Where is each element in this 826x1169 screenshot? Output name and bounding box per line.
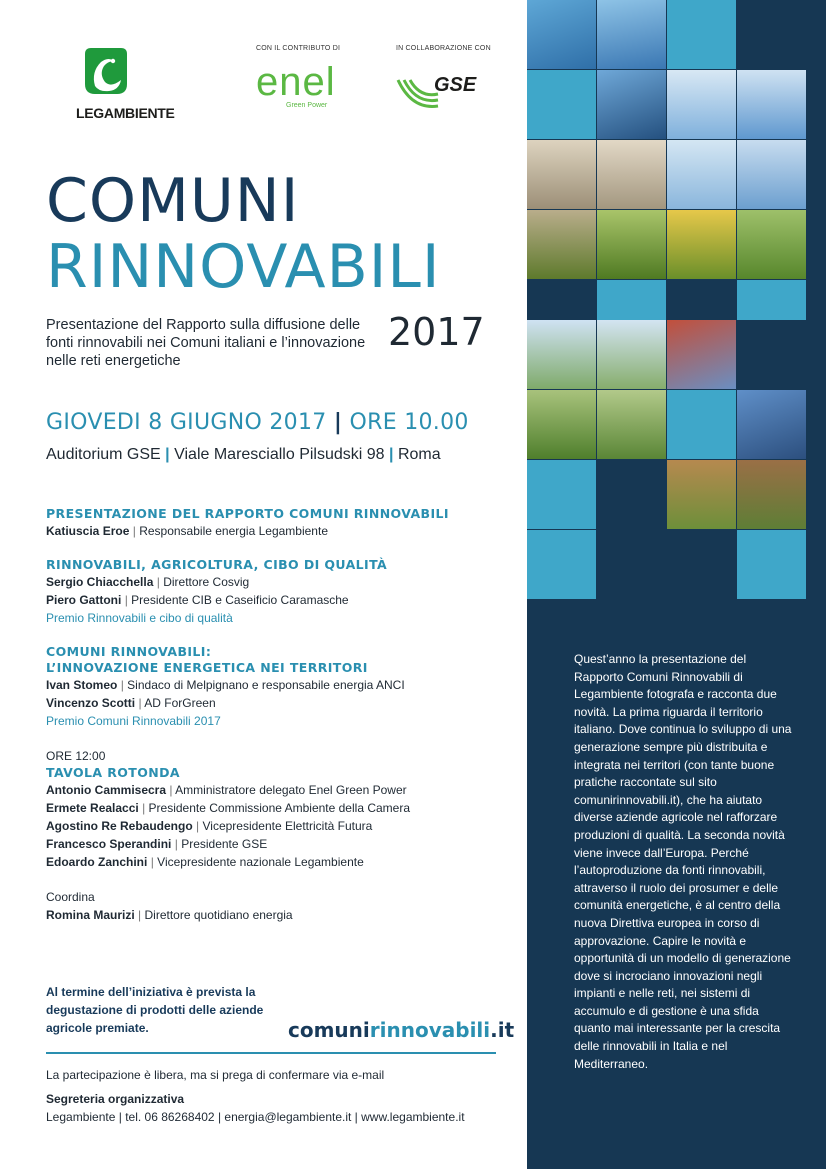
speaker-role: Presidente Commissione Ambiente della Camera <box>148 801 411 815</box>
photo-tile-wind <box>597 320 666 389</box>
photo-tile-flowers <box>667 210 736 279</box>
photo-tile-sheep <box>597 140 666 209</box>
site-part: rinnovabili <box>369 1018 491 1042</box>
prize-label: Premio Rinnovabili e cibo di qualità <box>46 611 233 625</box>
speaker-name: Edoardo Zanchini <box>46 855 148 869</box>
segreteria-phone: tel. 06 86268402 <box>125 1110 215 1124</box>
program-section-comuni <box>46 644 486 730</box>
section-time: ORE 12:00 <box>46 749 106 763</box>
color-tile <box>527 70 596 139</box>
color-tile <box>527 460 596 529</box>
separator: | <box>165 446 170 463</box>
color-tile <box>737 320 806 389</box>
speaker-line: Francesco Sperandini | Presidente GSE <box>46 837 268 851</box>
website-link[interactable] <box>288 1018 514 1042</box>
photo-tile-roof-solar <box>667 320 736 389</box>
speaker-name: Ivan Stomeo <box>46 678 118 692</box>
venue-city: Roma <box>397 446 441 463</box>
title-comuni: COMUNI <box>46 166 300 236</box>
participation-note: La partecipazione è libera, ma si prega di confermare via e-mail <box>46 1068 385 1082</box>
speaker-name: Ermete Realacci <box>46 801 139 815</box>
speaker-line: Romina Maurizi | Direttore quotidiano energia <box>46 908 293 922</box>
separator: | <box>333 410 343 435</box>
section-heading: RINNOVABILI, AGRICOLTURA, CIBO DI QUALITÀ <box>46 557 388 572</box>
speaker-name: Katiuscia Eroe <box>46 524 130 538</box>
venue-place: Auditorium GSE <box>46 446 161 463</box>
photo-tile-house <box>737 460 806 529</box>
section-heading: PRESENTAZIONE DEL RAPPORTO COMUNI RINNOVABILI <box>46 506 449 521</box>
title-rinnovabili: RINNOVABILI <box>46 232 441 302</box>
photo-tile-hills <box>527 390 596 459</box>
program-section-presentazione <box>46 506 486 540</box>
event-venue <box>46 446 441 464</box>
speaker-line: Vincenzo Scotti | AD ForGreen <box>46 696 216 710</box>
color-tile <box>527 530 596 599</box>
speaker-role: Amministratore delegato Enel Green Power <box>175 783 407 797</box>
photo-tile-hills <box>597 390 666 459</box>
photo-tile-sky <box>667 140 736 209</box>
speaker-role: Direttore quotidiano energia <box>144 908 293 922</box>
coordina-label: Coordina <box>46 890 95 904</box>
segreteria-email[interactable]: energia@legambiente.it <box>224 1110 352 1124</box>
color-tile <box>737 0 806 69</box>
section-heading: COMUNI RINNOVABILI: <box>46 644 212 659</box>
photo-tile-sheep <box>527 140 596 209</box>
speaker-role: Presidente CIB e Caseificio Caramasche <box>131 593 349 607</box>
sidebar-text: Quest’anno la presentazione del Rapporto Comuni Rinnovabili di Legambiente fotografa e racconta due novità. La prima riguarda il territorio italiano. Dove continua lo sviluppo di una generazione sempre più distribuita e integrata nei territori (con tante buone pratiche raccontate sul sito comunirinnovabili.it), che ha aiutato diverse aziende agricole nel rafforzare produzioni di qualità. La seconda novità viene invece dall’Europa. Perché l’autoproduzione da fonti rinnovabili, attraverso il ruolo dei prosumer e delle comunità energetiche, è al centro della nuova Direttiva europea in corso di approvazione. Capire le novità e opportunità di un modello di generazione dove si incrociano innovazioni negli impianti e nelle reti, nei sistemi di accumulo e di gestione è una sfida quanto mai interessante per la crescita delle rinnovabili in Italia e nel Mediterraneo. <box>574 652 792 1071</box>
enel-logo <box>256 62 336 109</box>
color-tile <box>667 0 736 69</box>
photo-tile-solar <box>597 0 666 69</box>
speaker-line: Ermete Realacci | Presidente Commissione Ambiente della Camera <box>46 801 411 815</box>
color-tile <box>597 530 666 599</box>
photo-tile-solar <box>597 70 666 139</box>
subtitle: Presentazione del Rapporto sulla diffusione delle fonti rinnovabili nei Comuni italiani e l’innovazione nelle reti energetiche <box>46 317 366 369</box>
divider <box>46 1052 496 1054</box>
photo-tile-solar <box>737 390 806 459</box>
segreteria-website[interactable]: www.legambiente.it <box>361 1110 465 1124</box>
site-part: comuni <box>288 1018 370 1042</box>
speaker-name: Francesco Sperandini <box>46 837 172 851</box>
speaker-line: Agostino Re Rebaudengo | Vicepresidente Elettricità Futura <box>46 819 373 833</box>
photo-tile-flowers <box>737 210 806 279</box>
separator: | <box>389 446 394 463</box>
speaker-name: Sergio Chiacchella <box>46 575 154 589</box>
speaker-role: Responsabile energia Legambiente <box>139 524 328 538</box>
photo-tile-grass <box>597 210 666 279</box>
legambiente-logo <box>76 46 175 121</box>
date-text: GIOVEDI 8 GIUGNO 2017 <box>46 410 327 435</box>
section-heading: TAVOLA ROTONDA <box>46 765 180 780</box>
speaker-role: Direttore Cosvig <box>163 575 250 589</box>
program-section-coordina <box>46 888 486 924</box>
photo-tile-solar <box>527 0 596 69</box>
closing-note: Al termine dell’iniziativa è prevista la degustazione di prodotti delle aziende agricole premiate. <box>46 985 264 1035</box>
program <box>46 506 486 941</box>
speaker-role: Vicepresidente Elettricità Futura <box>202 819 373 833</box>
time-text: ORE 10.00 <box>349 410 469 435</box>
segreteria-contacts: Legambiente | tel. 06 86268402 | energia@legambiente.it | www.legambiente.it <box>46 1110 465 1124</box>
color-tile <box>737 530 806 599</box>
speaker-name: Piero Gattoni <box>46 593 122 607</box>
photo-tile-wind <box>737 70 806 139</box>
enel-subtitle: Green Power <box>286 102 328 109</box>
speaker-name: Romina Maurizi <box>46 908 135 922</box>
speaker-role: AD ForGreen <box>144 696 216 710</box>
title-year: 2017 <box>388 310 485 354</box>
segreteria-org: Legambiente <box>46 1110 116 1124</box>
speaker-line: Ivan Stomeo | Sindaco di Melpignano e responsabile energia ANCI <box>46 678 405 692</box>
speaker-line: Katiuscia Eroe | Responsabile energia Legambiente <box>46 524 328 538</box>
prize-label: Premio Comuni Rinnovabili 2017 <box>46 714 221 728</box>
venue-address: Viale Maresciallo Pilsudski 98 <box>174 446 385 463</box>
photo-tile-wind <box>737 140 806 209</box>
collaborazione-label: IN COLLABORAZIONE CON <box>396 45 491 52</box>
photo-tile-house <box>667 460 736 529</box>
event-date <box>46 410 469 435</box>
section-heading: L’INNOVAZIONE ENERGETICA NEI TERRITORI <box>46 660 368 675</box>
gse-wordmark: GSE <box>434 74 477 96</box>
gse-logo <box>396 72 486 116</box>
legambiente-wordmark: LEGAMBIENTE <box>76 105 175 121</box>
speaker-name: Vincenzo Scotti <box>46 696 136 710</box>
speaker-name: Agostino Re Rebaudengo <box>46 819 193 833</box>
site-part: .it <box>490 1018 515 1042</box>
swan-logo-icon <box>79 46 133 98</box>
program-section-tavola <box>46 747 486 871</box>
speaker-line: Antonio Cammisecra | Amministratore delegato Enel Green Power <box>46 783 407 797</box>
speaker-role: Vicepresidente nazionale Legambiente <box>157 855 364 869</box>
color-tile <box>667 390 736 459</box>
contributo-label: CON IL CONTRIBUTO DI <box>256 45 341 52</box>
segreteria-heading: Segreteria organizzativa <box>46 1092 185 1106</box>
speaker-line: Edoardo Zanchini | Vicepresidente nazionale Legambiente <box>46 855 364 869</box>
photo-tile-wind <box>527 320 596 389</box>
speaker-name: Antonio Cammisecra <box>46 783 167 797</box>
color-tile <box>597 460 666 529</box>
speaker-role: Presidente GSE <box>181 837 268 851</box>
speaker-line: Sergio Chiacchella | Direttore Cosvig <box>46 575 250 589</box>
speaker-line: Piero Gattoni | Presidente CIB e Caseificio Caramasche <box>46 593 349 607</box>
enel-wordmark: enel <box>256 60 336 104</box>
color-tile <box>667 530 736 599</box>
photo-tile-sky <box>667 70 736 139</box>
program-section-agricoltura <box>46 557 486 627</box>
photo-tile-sheep <box>527 210 596 279</box>
speaker-role: Sindaco di Melpignano e responsabile energia ANCI <box>127 678 405 692</box>
